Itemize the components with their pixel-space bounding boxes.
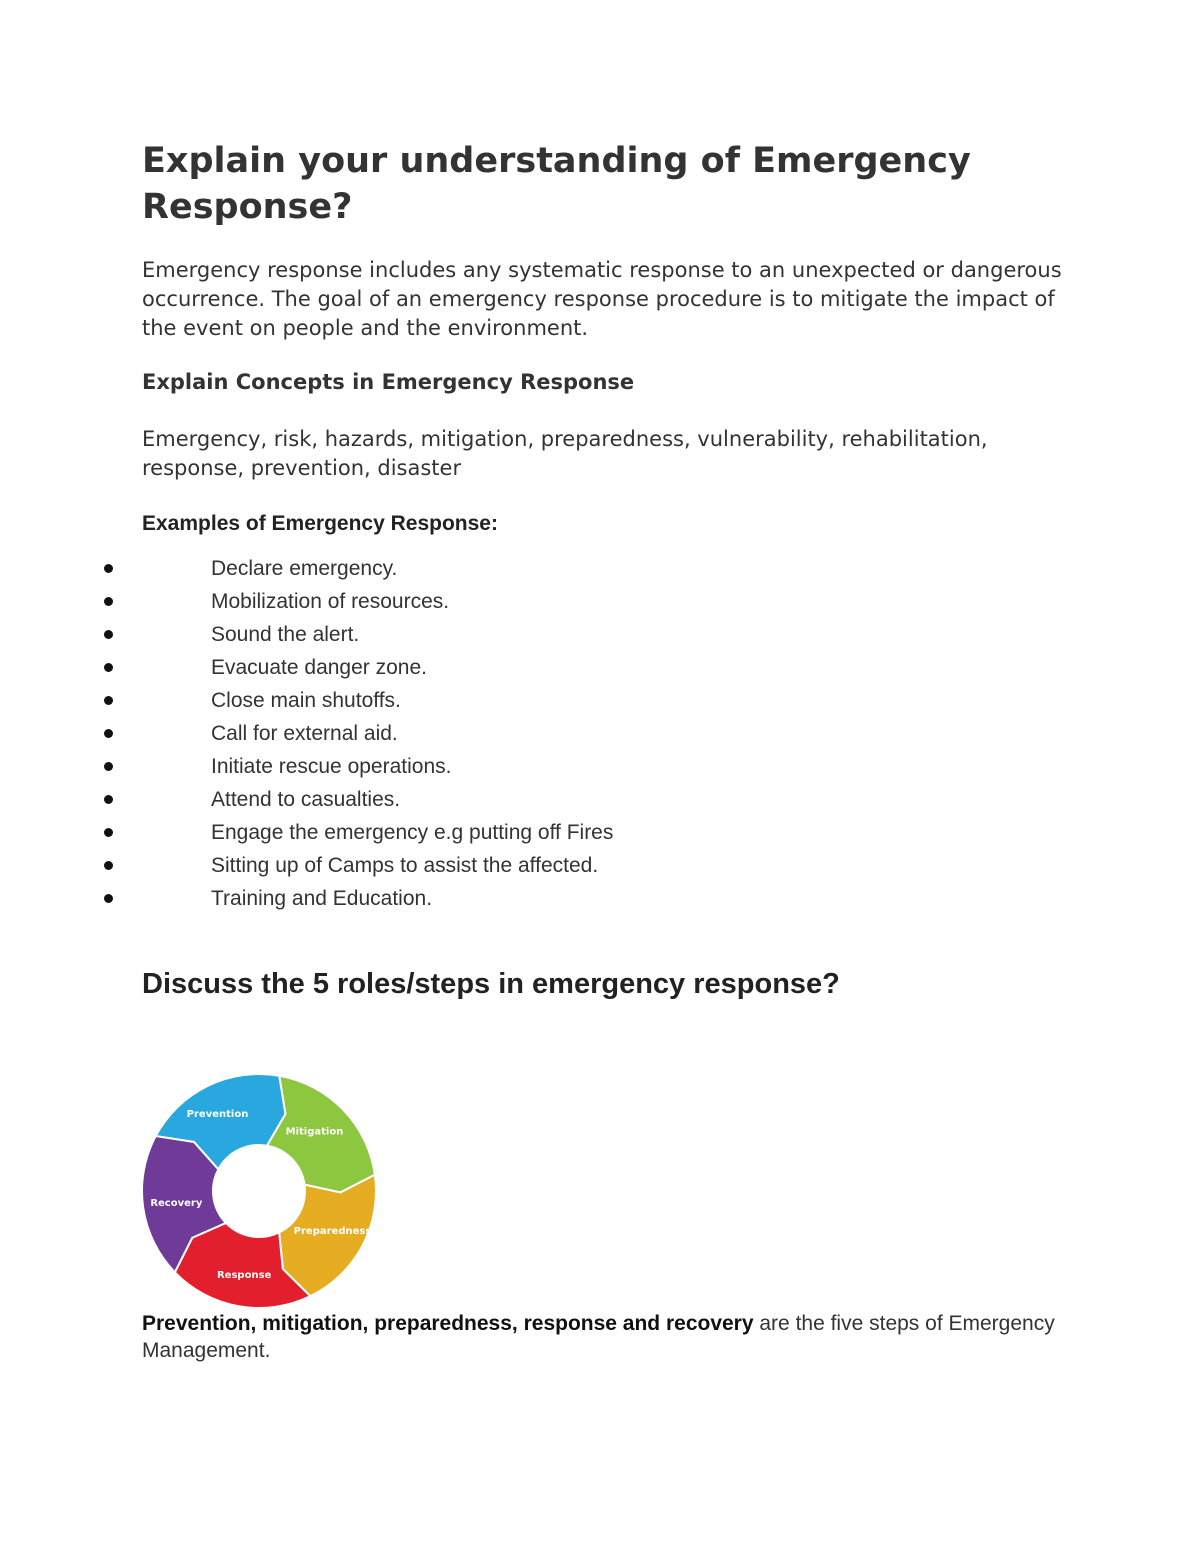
concepts-heading: Explain Concepts in Emergency Response (142, 370, 635, 394)
list-item-text: Sound the alert. (211, 623, 360, 646)
list-item-text: Training and Education. (211, 887, 433, 910)
intro-paragraph: Emergency response includes any systematic response to an unexpected or dangerous occurrence. The goal of an emergency response procedure is to mitigate the impact of the event on people and the environment. (142, 258, 1062, 340)
bullet-icon (104, 564, 113, 573)
list-item (0, 585, 800, 618)
cycle-label-preparedness: Preparedness (293, 1226, 372, 1238)
bullet-icon (104, 729, 113, 738)
examples-heading: Examples of Emergency Response: (142, 512, 498, 535)
list-item (0, 816, 800, 849)
list-item (0, 849, 800, 882)
list-item (0, 717, 800, 750)
list-item (0, 783, 800, 816)
cycle-label-response: Response (216, 1270, 272, 1282)
emergency-cycle-diagram (140, 1072, 378, 1310)
bullet-icon (104, 894, 113, 903)
summary-rest-text: are the five steps of Emergency Management. (142, 1312, 1055, 1362)
section2-title: Discuss the 5 roles/steps in emergency response? (142, 968, 840, 1000)
concepts-paragraph: Emergency, risk, hazards, mitigation, preparedness, vulnerability, rehabilitation, response, prevention, disaster (142, 427, 988, 480)
summary-paragraph (142, 1310, 1062, 1364)
list-item-text: Evacuate danger zone. (211, 656, 427, 679)
cycle-label-prevention: Prevention (186, 1109, 249, 1121)
bullet-icon (104, 597, 113, 606)
list-item (0, 552, 800, 585)
list-item (0, 882, 800, 915)
list-item (0, 651, 800, 684)
list-item-text: Mobilization of resources. (211, 590, 450, 613)
list-item-text: Close main shutoffs. (211, 689, 401, 712)
bullet-icon (104, 828, 113, 837)
list-item-text: Sitting up of Camps to assist the affected. (211, 854, 599, 877)
bullet-icon (104, 630, 113, 639)
list-item-text: Declare emergency. (211, 557, 398, 580)
list-item-text: Call for external aid. (211, 722, 398, 745)
bullet-icon (104, 663, 113, 672)
section-title: Explain your understanding of Emergency Response? (142, 141, 971, 227)
list-item (0, 618, 800, 651)
cycle-center-hole (213, 1145, 305, 1237)
bullet-icon (104, 861, 113, 870)
list-item (0, 684, 800, 717)
cycle-label-recovery: Recovery (150, 1197, 203, 1209)
bullet-icon (104, 762, 113, 771)
bullet-icon (104, 696, 113, 705)
list-item-text: Engage the emergency e.g putting off Fires (211, 821, 614, 844)
summary-bold-text: Prevention, mitigation, preparedness, response and recovery (142, 1312, 754, 1335)
cycle-label-mitigation: Mitigation (285, 1126, 344, 1138)
bullet-icon (104, 795, 113, 804)
list-item-text: Initiate rescue operations. (211, 755, 452, 778)
list-item (0, 750, 800, 783)
list-item-text: Attend to casualties. (211, 788, 401, 811)
examples-list (0, 552, 800, 915)
